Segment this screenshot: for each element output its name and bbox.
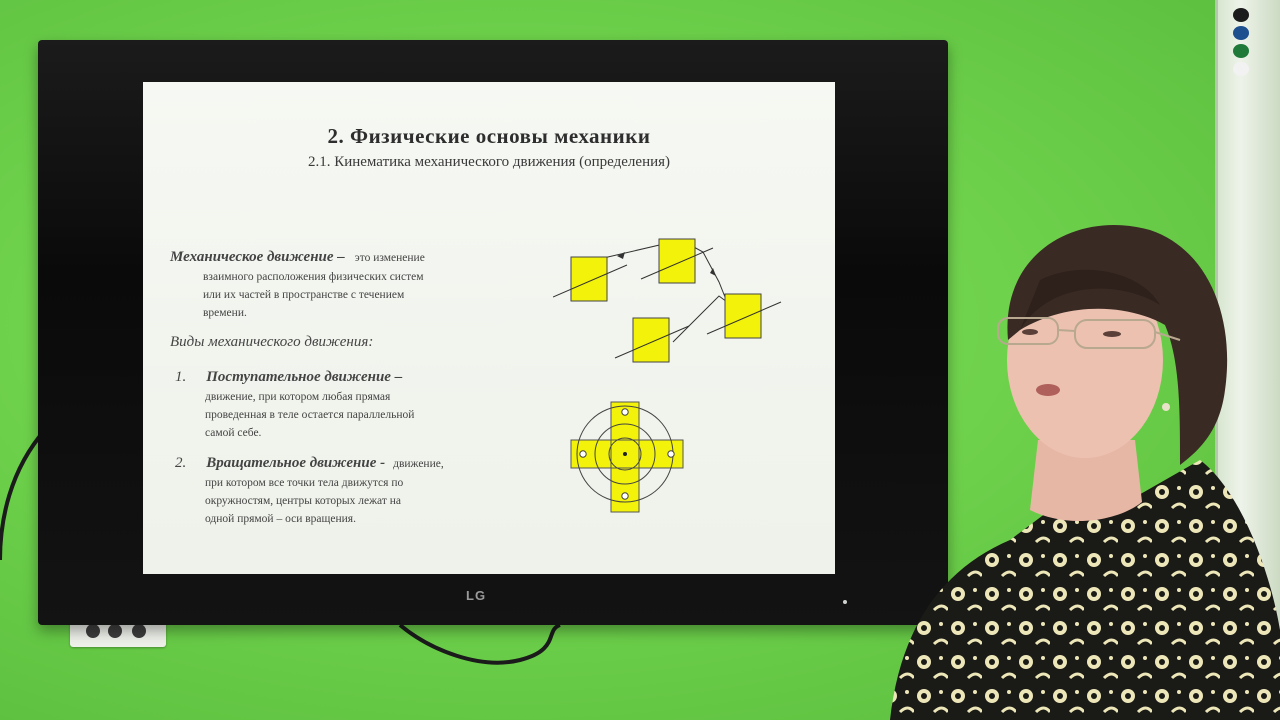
definition-line-2: взаимного расположения физических систем [203,271,424,283]
definition-line-1: это изменение [354,252,425,264]
wall-peg-blue [1233,26,1249,40]
wall-peg-white [1233,62,1249,76]
tv-brand-logo: LG [466,588,487,603]
item-2-line-3: одной прямой – оси вращения. [205,513,356,525]
item-2-number: 2. [175,455,187,471]
item-2-first-line-tail: движение, [393,458,444,470]
types-heading: Виды механического движения: [170,334,374,350]
item-1-term: Поступательное движение – [206,369,403,385]
presenter-photo [880,210,1280,720]
definition-line-4: времени. [203,307,247,319]
lg-tv [38,40,948,625]
wall-peg-green [1233,44,1249,58]
rotation-motion-diagram-icon [565,400,695,514]
item-1-line-3: самой себе. [205,427,262,439]
item-1-line-2: проведенная в теле остается параллельной [205,409,415,421]
slide-subtitle: 2.1. Кинематика механического движения (определения) [307,154,671,170]
item-1-number: 1. [175,369,187,385]
tv-power-indicator [843,600,847,604]
item-2-term: Вращательное движение - [206,455,386,471]
definition-line-3: или их частей в пространстве с течением [203,289,405,301]
item-rotational [175,454,444,473]
definition-block [170,248,425,267]
item-translational [175,368,402,386]
item-2-line-1: при котором все точки тела движутся по [205,477,404,489]
item-1-line-1: движение, при котором любая прямая [205,391,391,403]
wall-peg-black [1233,8,1249,22]
translation-motion-diagram-icon [553,232,793,392]
slide-title: 2. Физические основы механики [327,124,651,148]
presentation-slide [143,82,835,574]
item-2-line-2: окружностям, центры которых лежат на [205,495,401,507]
definition-term: Механическое движение – [170,249,345,265]
